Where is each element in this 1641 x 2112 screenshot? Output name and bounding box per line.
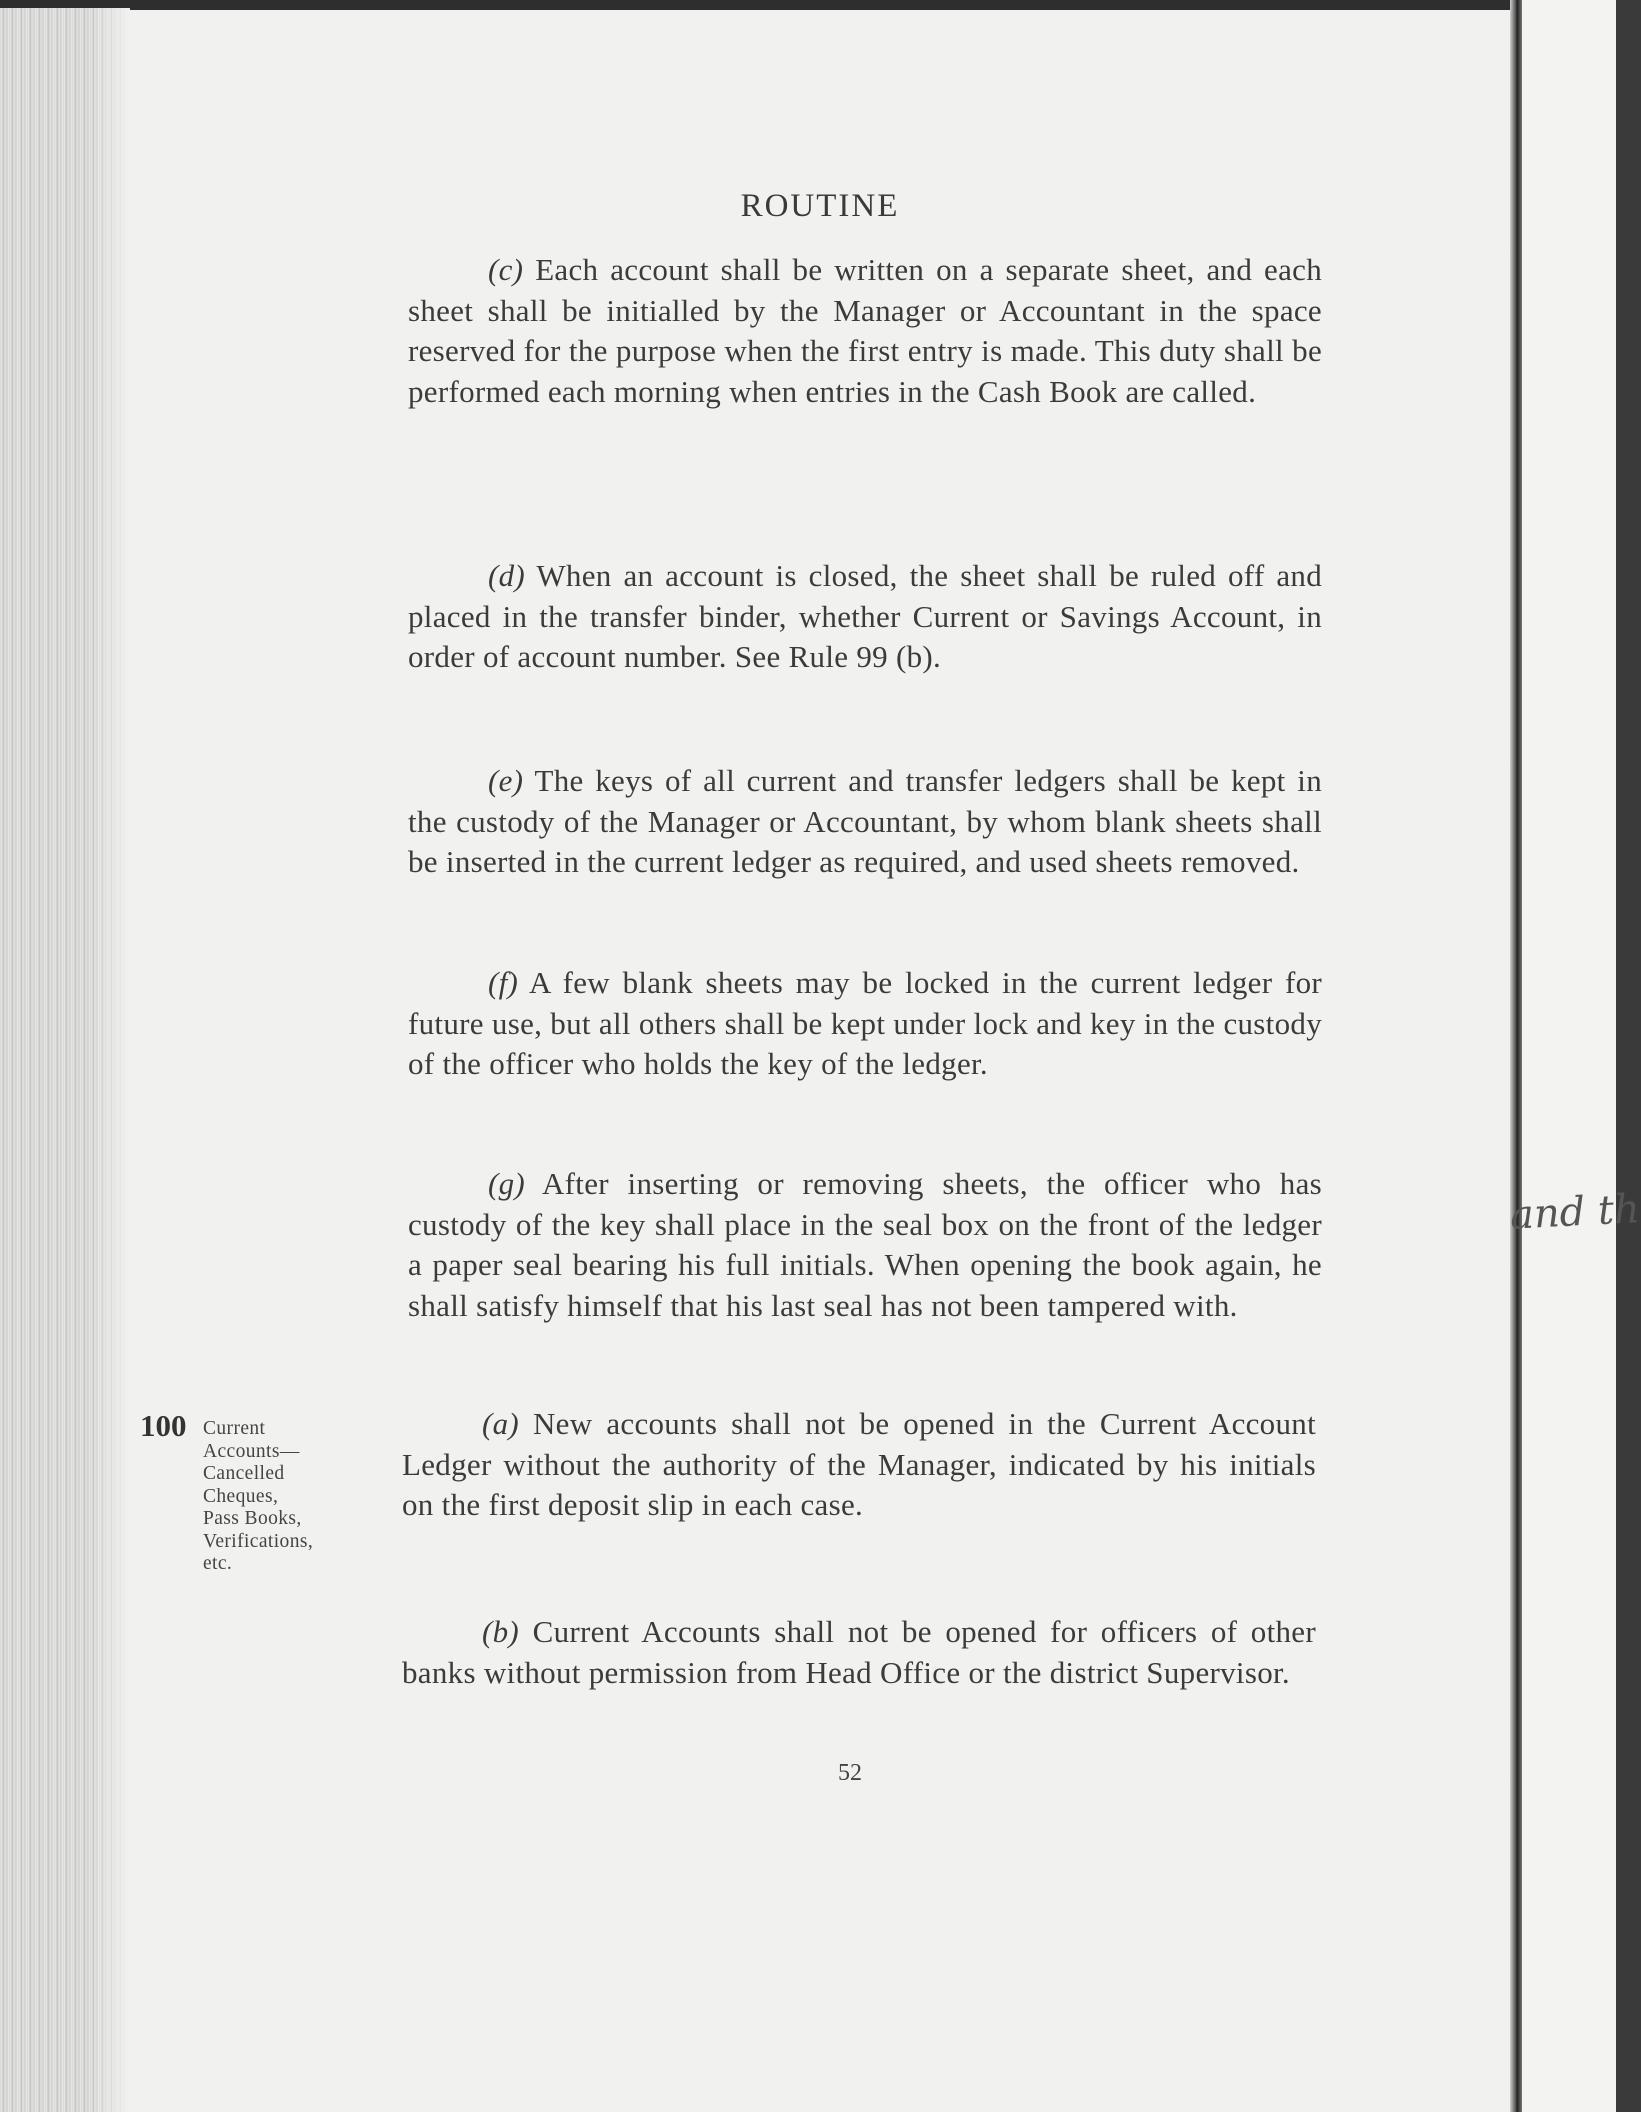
margin-note-line: Pass Books, [203,1508,302,1529]
margin-note-line: etc. [203,1553,233,1574]
scan-top-border [0,0,1616,10]
paragraph-g [408,1164,1322,1326]
paragraph-text: After inserting or removing sheets, the officer who has custody of the key shall place in the seal box on the front of the ledger a paper seal bearing his full initials. When opening the book again, he shall satisfy himself that his last seal has not been tampered with. [408,1166,1322,1323]
paragraph-text: When an account is closed, the sheet shall be ruled off and placed in the transfer binder, whether Current or Savings Account, in order of account number. See Rule 99 (b). [408,558,1322,674]
paragraph-f [408,963,1322,1085]
book-gutter [1510,0,1522,2112]
paragraph-text: New accounts shall not be opened in the Current Account Ledger without the authority of the Manager, indicated by his initials on the first deposit slip in each case. [402,1406,1316,1522]
paragraph-c [408,250,1322,412]
paragraph-mark: (c) [488,252,524,287]
facing-page-fragment [1522,0,1616,2112]
margin-note [203,1418,363,1576]
paragraph-text: Each account shall be written on a separate sheet, and each sheet shall be initialled by the Manager or Accountant in the space reserved for the purpose when the first entry is made. This duty shall be performed each morning when entries in the Cash Book are called. [408,252,1322,409]
margin-note-line: Current [203,1418,266,1439]
page-heading: ROUTINE [740,188,900,224]
paragraph-mark: (e) [488,763,524,798]
margin-note-line: Cancelled [203,1463,285,1484]
margin-note-line: Accounts— [203,1440,300,1462]
handwritten-note: and th [1508,1186,1641,1239]
paragraph-text: A few blank sheets may be locked in the current ledger for future use, but all others shall be kept under lock and key in the custody of the officer who holds the key of the ledger. [408,965,1322,1081]
margin-note-line: Verifications, [203,1530,314,1552]
paragraph-d [408,556,1322,678]
paragraph-mark: (a) [482,1406,520,1441]
margin-note-line: Cheques, [203,1485,279,1507]
paragraph-100b [402,1612,1316,1693]
paragraph-text: The keys of all current and transfer ledgers shall be kept in the custody of the Manager or Accountant, by whom blank sheets shall be inserted in the current ledger as required, and used sheets removed. [408,763,1322,879]
rule-number: 100 [140,1408,187,1443]
page-number: 52 [838,1760,862,1786]
paragraph-mark: (g) [488,1166,526,1201]
paragraph-mark: (d) [488,558,526,593]
paragraph-e [408,761,1322,883]
book-page-edges [0,8,130,2112]
paragraph-text: Current Accounts shall not be opened for officers of other banks without permission from Head Office or the district Supervisor. [402,1614,1316,1690]
paragraph-mark: (b) [482,1614,520,1649]
paragraph-100a [402,1404,1316,1526]
paragraph-mark: (f) [488,965,519,1000]
